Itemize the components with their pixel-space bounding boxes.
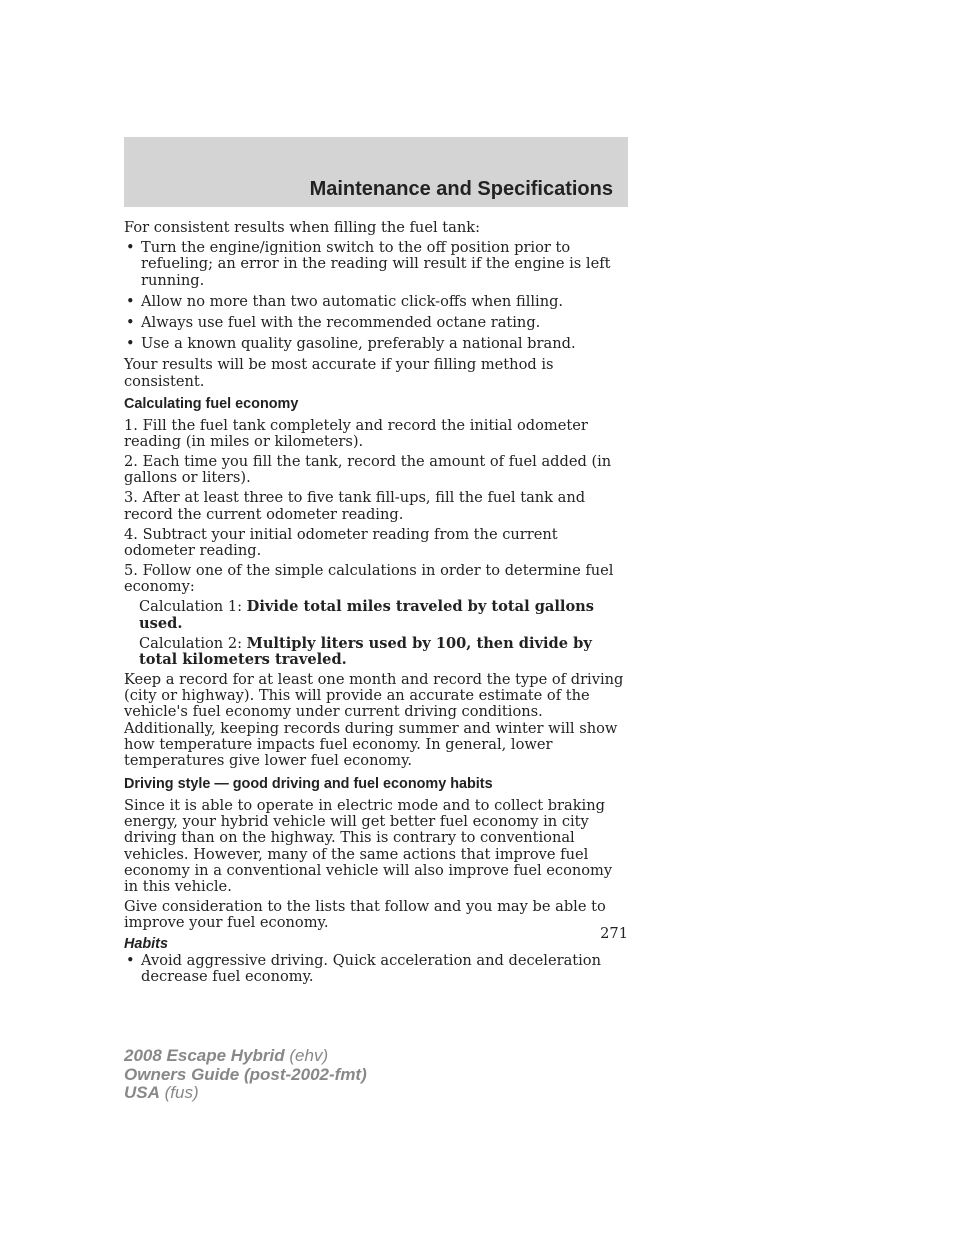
driving-paragraph: Since it is able to operate in electric mode and to collect braking energy, your hybrid vehicle will get better fuel economy in city driving than on the highway. This is contrary to conventional vehicles. However, many of the same actions that improve fuel economy in a conventional vehicle will also improve fuel economy in this vehicle. bbox=[124, 796, 613, 896]
calculation-1 bbox=[124, 599, 628, 632]
calc1-label: Calculation 1: bbox=[139, 598, 247, 616]
calc-step: 4. Subtract your initial odometer reading from the current odometer reading. bbox=[124, 525, 558, 559]
calc2-text: Multiply liters used by 100, then divide by total kilometers traveled. bbox=[139, 634, 592, 668]
habits-list bbox=[124, 953, 628, 986]
section-header-band bbox=[124, 137, 628, 207]
bullet-text: Allow no more than two automatic click-offs when filling. bbox=[141, 292, 564, 310]
list-item bbox=[124, 336, 628, 352]
accuracy-note: Your results will be most accurate if your filling method is consistent. bbox=[124, 356, 554, 390]
footer-model: 2008 Escape Hybrid bbox=[124, 1046, 285, 1065]
bullet-text: Always use fuel with the recommended octane rating. bbox=[141, 314, 541, 332]
bullet-icon: • bbox=[126, 335, 135, 353]
list-item bbox=[124, 294, 628, 310]
bullet-text: Use a known quality gasoline, preferably a national brand. bbox=[141, 335, 576, 353]
bullet-icon: • bbox=[126, 951, 135, 969]
calculation-2 bbox=[124, 636, 628, 669]
calc-step: 2. Each time you fill the tank, record the amount of fuel added (in gallons or liters). bbox=[124, 453, 612, 487]
calc1-text: Divide total miles traveled by total gallons used. bbox=[139, 598, 595, 632]
calc-step: 3. After at least three to five tank fill-ups, fill the fuel tank and record the current odometer reading. bbox=[124, 489, 586, 523]
bullet-text: Turn the engine/ignition switch to the off position prior to refueling; an error in the reading will result if the engine is left running. bbox=[141, 238, 611, 289]
calc-step: 1. Fill the fuel tank completely and record the initial odometer reading (in miles or kilometers). bbox=[124, 416, 588, 451]
footer-doc-info bbox=[124, 1047, 367, 1103]
footer-market: USA bbox=[124, 1083, 160, 1102]
driving-paragraph: Give consideration to the lists that follow and you may be able to improve your fuel economy. bbox=[124, 898, 606, 932]
footer-model-code: (ehv) bbox=[284, 1046, 329, 1065]
driving-heading: Driving style — good driving and fuel economy habits bbox=[124, 775, 493, 792]
calc-heading: Calculating fuel economy bbox=[124, 395, 299, 412]
bullet-icon: • bbox=[126, 314, 135, 332]
calc2-label: Calculation 2: bbox=[139, 634, 247, 652]
bullet-icon: • bbox=[126, 292, 135, 310]
bullet-text: Avoid aggressive driving. Quick acceleration and deceleration decrease fuel economy. bbox=[141, 951, 601, 985]
footer-guide: Owners Guide (post-2002-fmt) bbox=[124, 1064, 367, 1084]
footer-market-code: (fus) bbox=[159, 1083, 199, 1102]
habits-heading: Habits bbox=[124, 935, 168, 952]
record-note: Keep a record for at least one month and record the type of driving (city or highway). This will provide an accurate estimate of the vehicle's fuel economy under current driving conditions. Additionally, keeping records during summer and winter will show how temperature impacts fuel economy. In general, lower temperatures give lower fuel economy. bbox=[124, 670, 624, 770]
list-item bbox=[124, 315, 628, 331]
list-item bbox=[124, 953, 628, 986]
calc-step: 5. Follow one of the simple calculations in order to determine fuel economy: bbox=[124, 561, 614, 596]
list-item bbox=[124, 240, 628, 289]
page-content bbox=[124, 220, 628, 990]
intro-text: For consistent results when filling the fuel tank: bbox=[124, 219, 480, 236]
fill-bullet-list bbox=[124, 240, 628, 353]
section-title: Maintenance and Specifications bbox=[309, 178, 613, 200]
page-number: 271 bbox=[600, 925, 628, 942]
bullet-icon: • bbox=[126, 238, 135, 256]
